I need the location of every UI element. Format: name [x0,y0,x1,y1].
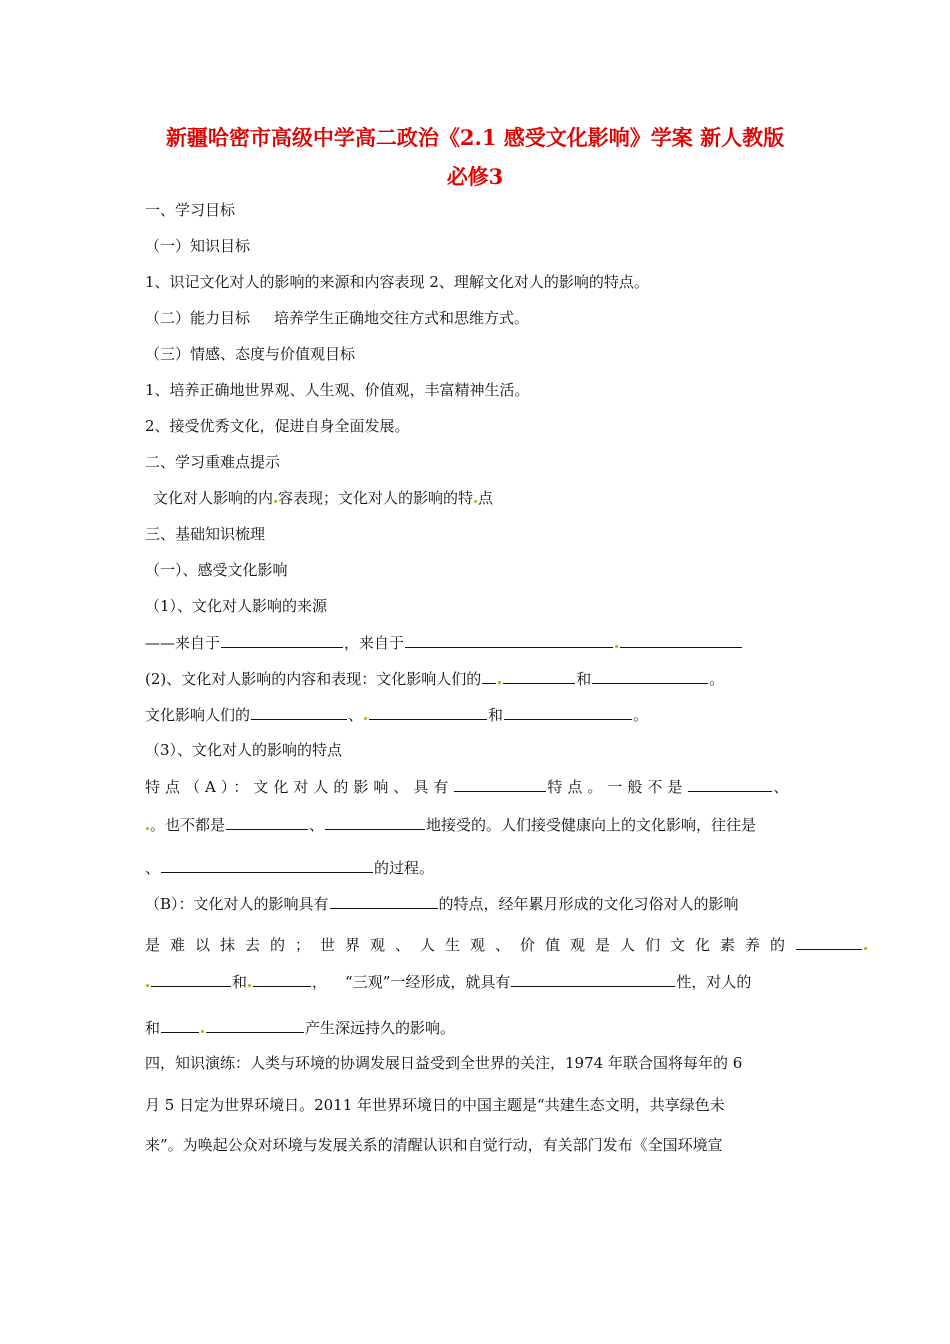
subsection-feel-culture: （一）、感受文化影响 [145,561,288,579]
marker-dot [146,984,149,987]
ability-goal-line [145,308,529,328]
marker-dot [615,645,618,648]
feature-b-line-1: （B）：文化对人的影响具有 的特点，经年累月形成的文化习俗对人的影响 [145,895,739,913]
blank-field[interactable] [161,1017,199,1033]
practice-para-line-3: 来”。为唤起公众对环境与发展关系的清醒认识和自觉行动，有关部门发布《全国环境宣 [145,1136,723,1154]
blank-field[interactable] [253,971,311,987]
blank-field[interactable] [511,971,675,987]
item-features-heading: （3）、文化对人的影响的特点 [145,741,343,759]
feature-a-line-1: 特点（A）：文化对人的影响、具有 特点。一般不是 、 [145,778,794,796]
feature-a-line-2: 。也不都是 、 地接受的。人们接受健康向上的文化影响，往往是 [145,814,756,835]
marker-dot [146,827,149,830]
blank-field[interactable] [251,704,347,720]
marker-dot [474,500,477,503]
blank-field[interactable] [482,668,496,684]
emotion-goal-2: 2、接受优秀文化，促进自身全面发展。 [145,417,410,435]
emotion-goal-1: 1、培养正确地世界观、人生观、价值观，丰富精神生活。 [145,381,530,399]
blank-field[interactable] [161,857,373,873]
blank-field[interactable] [405,632,613,648]
marker-dot [201,1030,204,1033]
source-fill-line: ——来自于 ，来自于 [145,632,743,653]
practice-para-line-1: 四，知识演练：人类与环境的协调发展日益受到全世界的关注，1974 年联合国将每年的 6 [145,1054,743,1072]
blank-field[interactable] [369,704,487,720]
blank-field[interactable] [504,704,632,720]
blank-field[interactable] [325,814,425,830]
section-1-heading: 一、学习目标 [145,201,236,219]
blank-field[interactable] [620,632,742,648]
ability-goal-label: （二）能力目标 [145,309,251,327]
marker-dot [498,681,501,684]
practice-para-line-2: 月 5 日定为世界环境日。2011 年世界环境日的中国主题是“共建生态文明，共享绿色未 [145,1096,725,1114]
feature-b-line-2: 是难以抹去的；世界观、人生观、价值观是人们文化素养的 [145,934,868,955]
marker-dot [364,717,367,720]
feature-b-line-3: 和 ， “三观”一经形成，就具有 性，对人的 [145,971,751,992]
blank-field[interactable] [221,632,343,648]
subsection-emotion: （三）情感、态度与价值观目标 [145,345,356,363]
item-source-heading: （1）、文化对人影响的来源 [145,597,328,615]
marker-dot [248,984,251,987]
feature-a-line-3: 、 的过程。 [145,859,435,877]
knowledge-goal-text: 1、识记文化对人的影响的来源和内容表现 2、理解文化对人的影响的特点。 [145,273,649,291]
blank-field[interactable] [330,893,438,909]
doc-title-line2: 必修3 [446,164,504,189]
blank-field[interactable] [796,934,862,950]
blank-field[interactable] [688,776,772,792]
content-fill-line: (2)、文化对人影响的内容和表现：文化影响人们的 和 。 [145,670,725,688]
blank-field[interactable] [226,814,308,830]
subsection-knowledge: （一）知识目标 [145,237,251,255]
blank-field[interactable] [454,776,546,792]
marker-dot [864,947,867,950]
blank-field[interactable] [206,1017,304,1033]
content-fill-line-2: 文化影响人们的 、 和 。 [145,706,649,724]
section-3-heading: 三、基础知识梳理 [145,525,266,543]
marker-dot [274,500,277,503]
blank-field[interactable] [151,971,231,987]
blank-field[interactable] [592,668,708,684]
key-points-line: 文化对人影响的内 容表现；文化对人的影响的特 点 [153,489,494,507]
blank-field[interactable] [503,668,575,684]
doc-title-line1: 新疆哈密市高级中学高二政治《2.1 感受文化影响》学案 新人教版 [165,125,785,150]
ability-goal-text: 培养学生正确地交往方式和思维方式。 [274,309,530,327]
feature-b-line-4: 和 产生深远持久的影响。 [145,1019,456,1037]
section-2-heading: 二、学习重难点提示 [145,453,281,471]
